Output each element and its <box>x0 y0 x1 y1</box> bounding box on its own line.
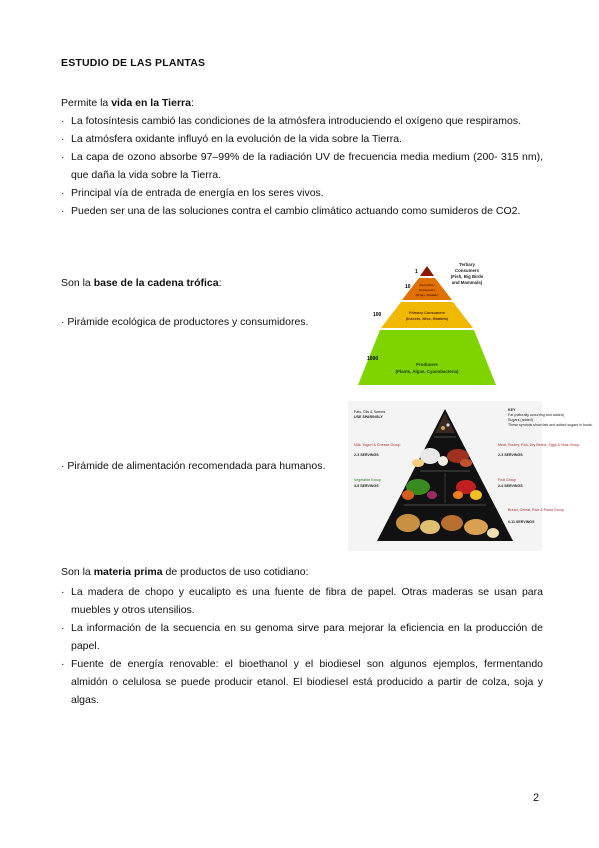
label-n1: 1 <box>415 269 418 275</box>
food-pyramid-figure <box>348 401 593 551</box>
label-secondary-1: Secondary <box>419 283 435 287</box>
list-item: · La capa de ozono absorbe 97–99% de la radiación UV de frecuencia media medium (200- 315 nm), que daña la vida sobre la Tierra. <box>61 148 543 184</box>
label-milk-servings: 2-3 SERVINGS <box>354 453 379 457</box>
section-cadena-intro: Son la base de la cadena trófica: <box>61 277 222 289</box>
bold-cadena: base de la cadena trófica <box>93 277 219 289</box>
list-item: · Pueden ser una de las soluciones contra el cambio climático actuando como sumideros de CO2. <box>61 202 543 220</box>
label-primary-2: (Insects, Mice, Rabbits) <box>405 317 449 321</box>
page-number: 2 <box>533 792 540 804</box>
label-tertiary-4: and Mammals) <box>451 280 483 285</box>
label-key-2: Sugars (added) <box>508 418 533 422</box>
label-veg-servings: 3-5 SERVINGS <box>354 484 379 488</box>
label-tertiary-2: Consumers <box>454 268 480 273</box>
pyramid-top-tier <box>420 266 434 276</box>
list-item: · La fotosíntesis cambió las condiciones de la atmósfera introduciendo el oxígeno que respiramos. <box>61 112 543 130</box>
label-fats: Fats, Oils & Sweets <box>354 410 386 414</box>
label-n100: 100 <box>373 312 382 318</box>
bold-materia: materia prima <box>93 566 163 578</box>
label-key-3: These symbols show fats and added sugars in foods. <box>508 423 593 427</box>
materia-list <box>61 583 543 709</box>
label-key-1: Fat (naturally occurring and added) <box>508 413 564 417</box>
vida-list <box>61 112 543 220</box>
label-veg: Vegetable Group <box>354 478 381 482</box>
list-item: · La atmósfera oxidante influyó en la evolución de la vida sobre la Tierra. <box>61 130 543 148</box>
section-vida-intro: Permite la vida en la Tierra: <box>61 97 194 109</box>
pyramid-primary-tier <box>381 302 473 328</box>
item-piramide-alimentacion: · Pirámide de alimentación recomendada para humanos. <box>61 460 325 472</box>
label-bread: Bread, Cereal, Rice & Pasta Group <box>508 508 564 512</box>
label-n1000: 1000 <box>367 356 379 362</box>
list-item: · Fuente de energía renovable: el bioethanol y el biodiesel son algunos ejemplos, fermentando almidón o celulosa se puede producir etanol. El biodiesel está producido a partir de colza, soja y algas. <box>61 655 543 709</box>
label-fruit-servings: 2-4 SERVINGS <box>498 484 523 488</box>
label-n10: 10 <box>405 284 411 290</box>
label-tertiary-3: (Fish, Big Birds <box>450 274 484 279</box>
label-key: KEY <box>508 408 516 412</box>
label-bread-servings: 6-11 SERVINGS <box>508 520 535 524</box>
label-producers-2: (Plants, Algae, Cyanobacteria) <box>395 369 459 374</box>
label-fruit: Fruit Group <box>498 478 517 482</box>
label-secondary-3: (Frogs, Smaller) <box>415 293 439 297</box>
label-milk: Milk, Yogurt & Cheese Group <box>354 443 401 447</box>
list-item: · La madera de chopo y eucalipto es una fuente de fibra de papel. Otras maderas se usan para muebles y otros utensilios. <box>61 583 543 619</box>
label-tertiary-1: Tertiary <box>459 262 475 267</box>
section-materia-intro: Son la materia prima de productos de uso cotidiano: <box>61 566 309 578</box>
list-item: · La información de la secuencia en su genoma sirve para mejorar la eficiencia en la producción de papel. <box>61 619 543 655</box>
ecological-pyramid-figure <box>355 258 505 388</box>
label-meat: Meat, Poultry, Fish, Dry Beans, Eggs & Nuts Group <box>498 443 580 447</box>
pyramid-producers-tier <box>358 330 496 385</box>
item-piramide-ecologica: · Pirámide ecológica de productores y consumidores. <box>61 316 308 328</box>
document-title: ESTUDIO DE LAS PLANTAS <box>61 57 206 69</box>
label-fats-servings: USE SPARINGLY <box>354 415 383 419</box>
label-meat-servings: 2-3 SERVINGS <box>498 453 523 457</box>
list-item: · Principal vía de entrada de energía en los seres vivos. <box>61 184 543 202</box>
label-secondary-2: Consumers <box>418 288 436 292</box>
bold-vida: vida en la Tierra <box>111 97 191 109</box>
label-primary-1: Primary Consumers <box>408 311 446 315</box>
label-producers-1: Producers <box>416 362 438 367</box>
